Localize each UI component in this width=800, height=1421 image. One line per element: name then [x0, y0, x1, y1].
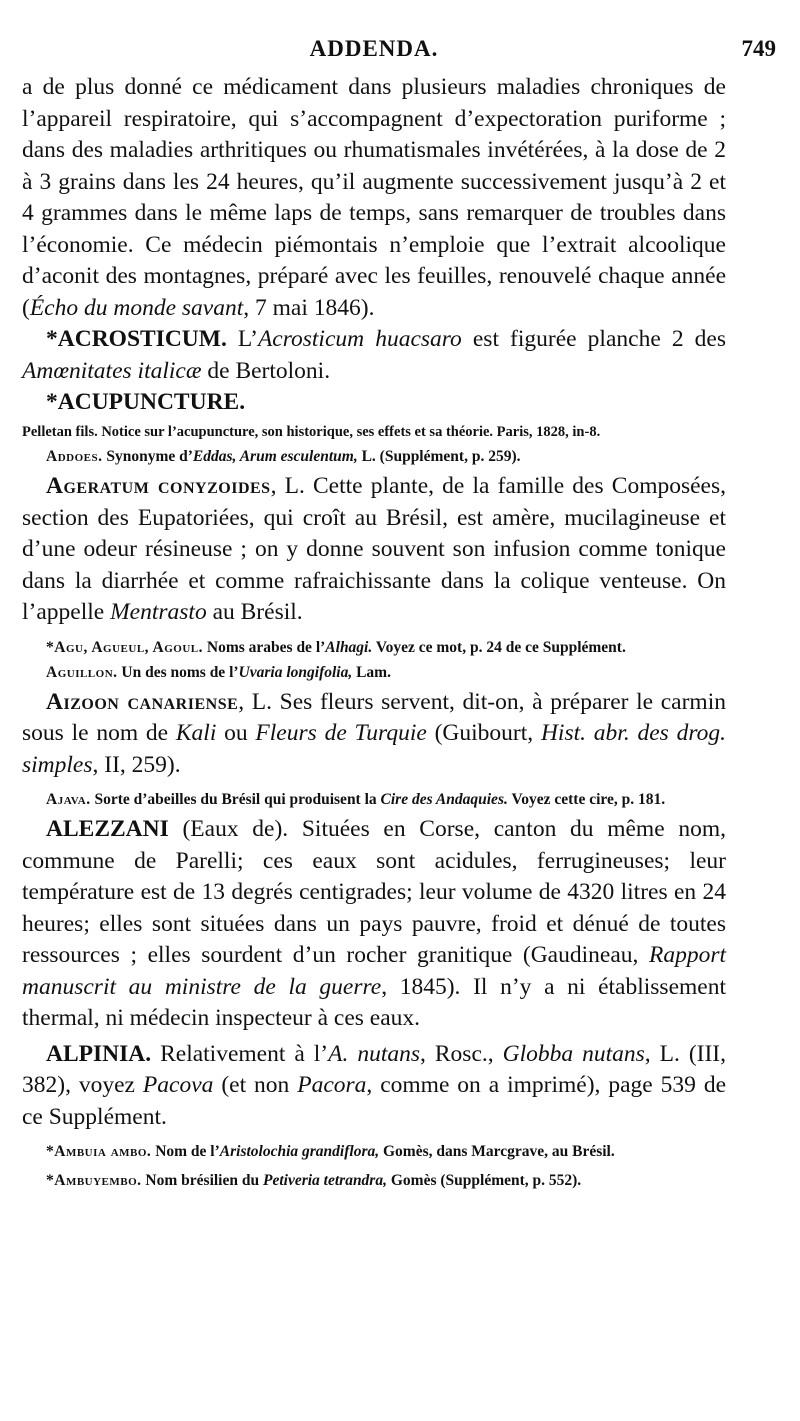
entry-ambuia-ambo — [22, 1141, 726, 1162]
entry-headword: Aguillon. — [46, 663, 118, 681]
entry-ajava — [22, 789, 726, 810]
entry-text-after: , 7 mai 1846). — [243, 294, 375, 321]
entry-text: , L. (III, 382), voyez — [22, 1040, 727, 1098]
entry-text: Synonyme d’ — [102, 448, 193, 465]
species-name: Globba nutans — [502, 1040, 645, 1067]
entry-text-after: Voyez ce mot, p. 24 de ce Supplément. — [372, 638, 626, 656]
entry-text: L’ — [226, 326, 258, 352]
vernacular-name: Kali — [175, 720, 217, 746]
entry-headword: Aizoon canariense — [46, 688, 239, 715]
entry-headword: *Ambuyembo. — [46, 1172, 142, 1189]
species-name: Aristolochia grandiflora, — [219, 1143, 380, 1160]
entry-aconit-continued — [22, 72, 726, 324]
cross-reference: Pacora — [297, 1072, 367, 1098]
entry-headword: *ACROSTICUM. — [46, 326, 227, 352]
entry-alezzani — [22, 814, 726, 1035]
entry-text: Nom brésilien du — [141, 1172, 263, 1189]
vernacular-name: Fleurs de Turquie — [255, 720, 427, 746]
entry-aguillon — [22, 662, 726, 683]
species-name: A. nutans — [328, 1040, 421, 1067]
entry-headword: Ajava. — [46, 791, 91, 808]
entry-text: ou — [216, 720, 256, 746]
entry-text-after: Lam. — [352, 663, 391, 681]
entry-headword: ALEZZANI — [46, 816, 169, 842]
species-name: Acrosticum huacsaro — [257, 326, 462, 352]
entry-text-after: Voyez cette cire, p. 181. — [507, 791, 666, 808]
entry-text: Nom de l’ — [151, 1143, 220, 1160]
species-name: Alhagi. — [325, 638, 373, 656]
entry-headword: *Ambuia ambo. — [46, 1143, 152, 1160]
entry-acupuncture — [22, 387, 726, 419]
entry-agu — [22, 637, 726, 658]
bibliography-reference: Pelletan fils. Notice sur l’acupuncture, son historique, ses effets et sa théorie. Paris, 1828, in-8. — [22, 423, 601, 440]
entry-headword: *Agu, Agueul, Agoul. — [46, 638, 204, 656]
page-header — [22, 30, 776, 72]
entry-text: , Rosc., — [420, 1040, 503, 1067]
entry-text: Noms arabes de l’ — [203, 638, 326, 656]
work-title: Rapport manuscrit au ministre de la guerre — [22, 942, 726, 1000]
entry-text-after: L. (Supplément, p. 259). — [357, 448, 521, 465]
entry-text: (et non — [213, 1072, 298, 1098]
entry-acrosticum — [22, 324, 726, 387]
entry-text-after: , comme on a imprimé), page 539 de ce Supplément. — [22, 1072, 726, 1130]
work-title: Hist. abr. des drog. simples — [22, 720, 726, 778]
entry-text: est figurée planche 2 des — [461, 326, 726, 352]
entry-alpinia — [22, 1039, 726, 1134]
running-title: ADDENDA. — [309, 36, 439, 61]
entry-text-after: au Brésil. — [206, 599, 303, 625]
entry-headword: Ageratum conyzoides — [46, 473, 271, 499]
entry-text: , L. Ses fleurs servent, dit-on, à préparer le carmin sous le nom de — [22, 688, 726, 746]
entry-text-after: , 1845). Il n’y a ni établissement thermal, ni médecin inspecteur à ces eaux. — [22, 973, 726, 1031]
entry-text: a de plus donné ce médicament dans plusieurs maladies chroniques de l’appareil respiratoire, qui s’accompagnent d’expectoration puriforme ; dans des maladies arthritiques ou rhumatismales invétérées, à la dose de 2 à 3 grains dans les 24 heures, qu’il augmente successivement jusqu’à 2 et 4 grammes dans le même laps de temps, sans remarquer de troubles dans l’économie. Ce médecin piémontais n’emploie que l’extrait alcoolique d’aconit des montagnes, préparé avec les feuilles, renouvelé chaque année ( — [22, 74, 726, 321]
entry-text-after: Gomès (Supplément, p. 552). — [386, 1172, 582, 1189]
entry-text-after: , II, 259). — [92, 751, 181, 778]
entry-text-after: Gomès, dans Marcgrave, au Brésil. — [379, 1143, 615, 1160]
entry-ambuyembo — [22, 1170, 726, 1191]
species-name: Eddas, Arum esculentum, — [192, 448, 358, 465]
species-name: Uvaria longifolia, — [238, 663, 353, 681]
entry-aizoon — [22, 687, 726, 782]
cross-reference: Pacova — [142, 1072, 214, 1098]
entry-text: (Eaux de). Situées en Corse, canton du même nom, commune de Parelli; ces eaux sont acidules, ferrugineuses; leur température est de 13 degrés centigrades; leur volume de 4320 litres en 24 heures; elles sont situées dans un pays pauvre, froid et dénué de toutes ressources ; elles sourdent d’un rocher granitique (Gaudineau, — [22, 816, 726, 968]
work-title: Amœnitates italicæ — [22, 357, 202, 384]
vernacular-name: Mentrasto — [110, 599, 207, 625]
entry-addoes — [22, 446, 726, 467]
entry-text: (Guibourt, — [426, 720, 541, 746]
cross-reference: Cire des Andaquies. — [380, 791, 508, 808]
entry-ageratum — [22, 471, 726, 629]
entry-headword: *ACUPUNCTURE. — [46, 389, 246, 415]
entry-headword: Addoes. — [46, 448, 103, 465]
entry-headword: ALPINIA. — [46, 1040, 152, 1067]
page-number: 749 — [741, 36, 776, 61]
species-name: Petiveria tetrandra, — [262, 1172, 387, 1189]
entry-text-after: de Bertoloni. — [201, 357, 331, 384]
entry-text: Un des noms de l’ — [117, 663, 239, 681]
entry-text: Sorte d’abeilles du Brésil qui produisent la — [90, 791, 381, 808]
citation-title: Écho du monde savant — [29, 294, 244, 321]
entry-text: Relativement à l’ — [151, 1040, 329, 1067]
entry-text: , L. Cette plante, de la famille des Composées, section des Eupatoriées, qui croît au Brésil, est amère, mucilagineuse et d’une odeur résineuse ; on y donne souvent son infusion comme tonique dans la diarrhée et comme rafraichissante dans la colique venteuse. On l’appelle — [22, 473, 726, 625]
